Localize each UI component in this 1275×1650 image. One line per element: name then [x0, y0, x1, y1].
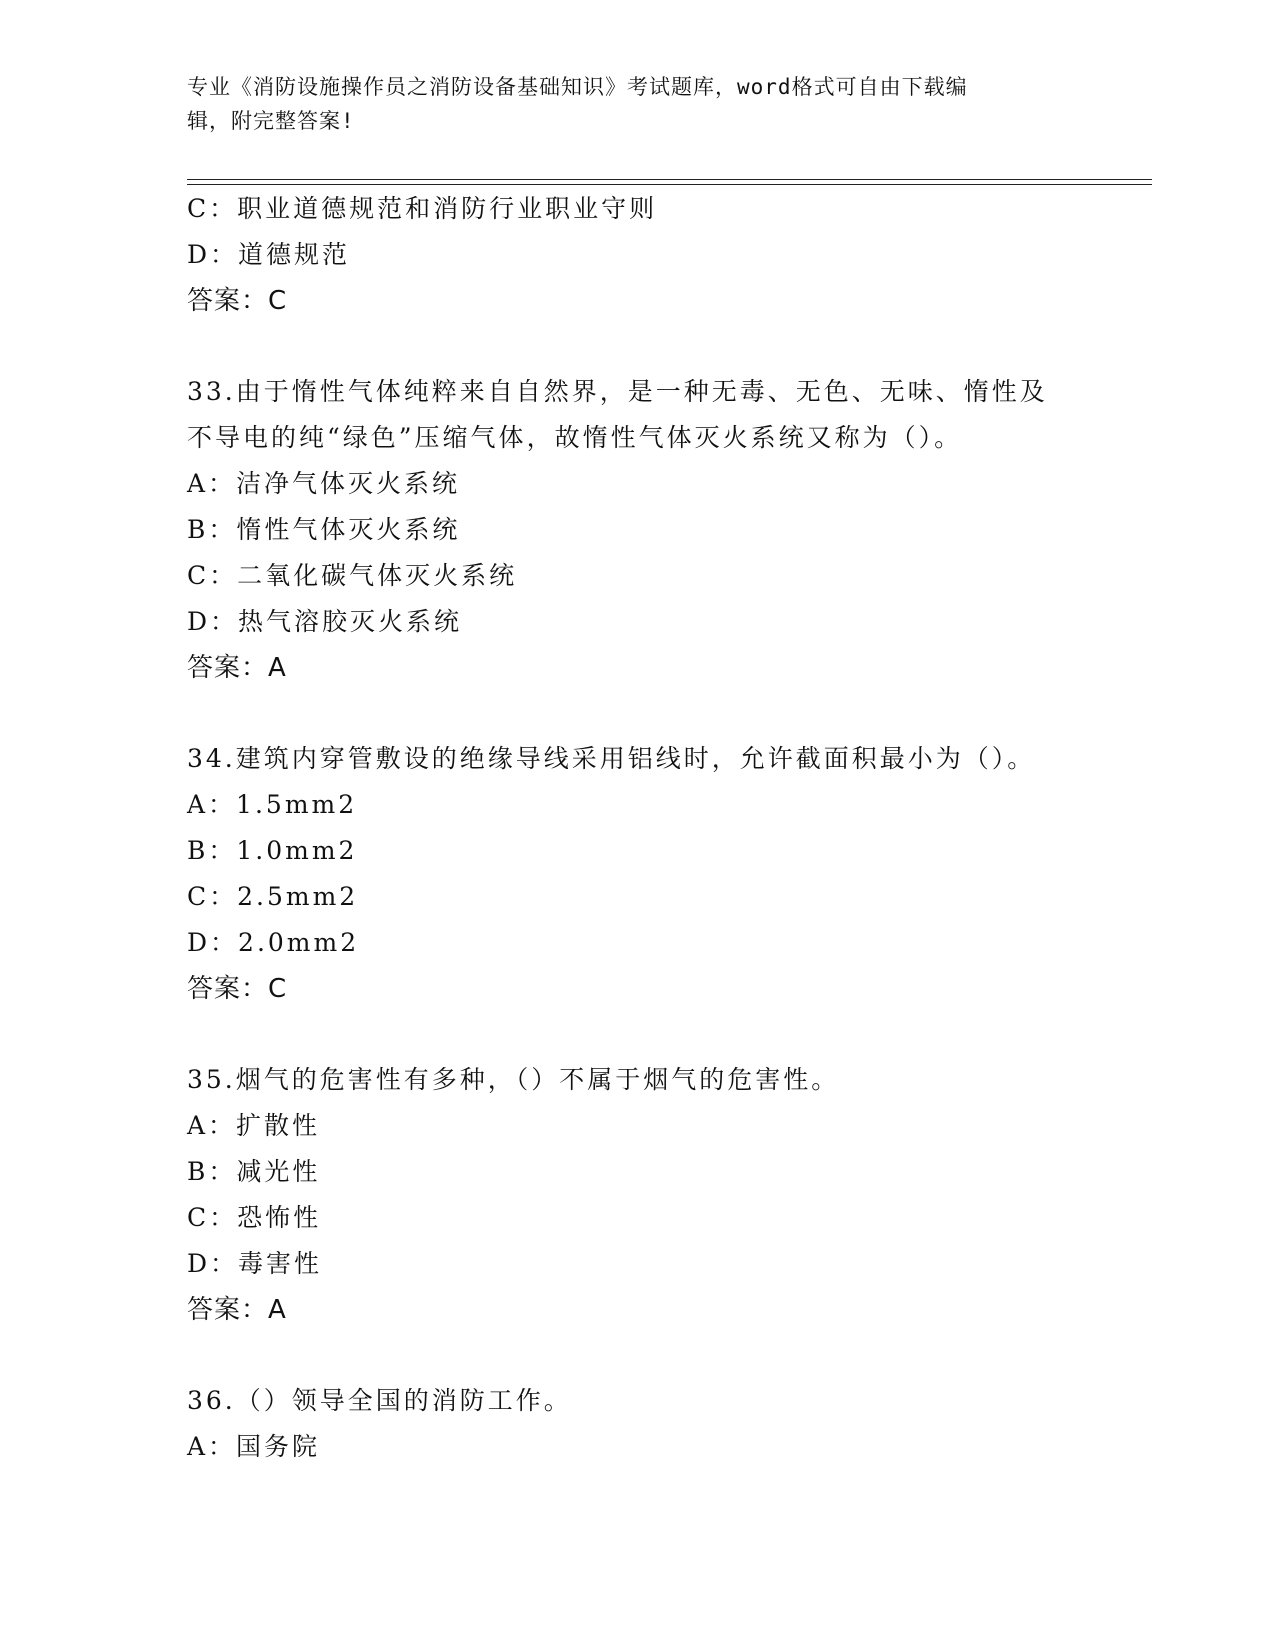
- option-d: D：毒害性: [187, 1249, 323, 1278]
- question-stem-line: 34.建筑内穿管敷设的绝缘导线采用铝线时，允许截面积最小为（）。: [187, 744, 1036, 773]
- option-c: C：二氧化碳气体灭火系统: [187, 561, 518, 590]
- option-d: D：道德规范: [187, 240, 351, 269]
- option-d: D：热气溶胶灭火系统: [187, 607, 463, 636]
- question-stem-line: 35.烟气的危害性有多种，（）不属于烟气的危害性。: [187, 1065, 840, 1094]
- option-d: D：2.0mm2: [187, 928, 360, 957]
- header-rule-top: [187, 179, 1152, 180]
- question-34: [187, 736, 1107, 1012]
- option-a: A：洁净气体灭火系统: [187, 469, 461, 498]
- option-c: C：职业道德规范和消防行业职业守则: [187, 194, 658, 223]
- option-a: A：1.5mm2: [187, 790, 358, 819]
- answer-line: 答案：C: [187, 974, 288, 1004]
- option-c: C：2.5mm2: [187, 882, 359, 911]
- header-line-2: 辑，附完整答案!: [187, 109, 355, 133]
- option-c: C：恐怖性: [187, 1203, 322, 1232]
- answer-line: 答案：C: [187, 286, 288, 316]
- question-list: [187, 186, 1107, 1470]
- option-b: B：惰性气体灭火系统: [187, 515, 461, 544]
- option-b: B：减光性: [187, 1157, 321, 1186]
- option-a: A：扩散性: [187, 1111, 321, 1140]
- header-line-1: 专业《消防设施操作员之消防设备基础知识》考试题库，word格式可自由下载编: [187, 75, 968, 99]
- header-rule-bottom: [187, 184, 1152, 185]
- question-35: [187, 1057, 1107, 1333]
- document-header: [187, 70, 1067, 138]
- question-stem-line: 33.由于惰性气体纯粹来自自然界，是一种无毒、无色、无味、惰性及: [187, 377, 1048, 406]
- option-a: A：国务院: [187, 1432, 321, 1461]
- question-32-continuation: [187, 186, 1107, 324]
- question-33: [187, 369, 1107, 691]
- answer-line: 答案：A: [187, 1295, 287, 1325]
- question-stem-line: 不导电的纯“绿色”压缩气体，故惰性气体灭火系统又称为（）。: [187, 423, 963, 452]
- question-stem-line: 36.（）领导全国的消防工作。: [187, 1386, 572, 1415]
- option-b: B：1.0mm2: [187, 836, 358, 865]
- question-36: [187, 1378, 1107, 1470]
- answer-line: 答案：A: [187, 653, 287, 683]
